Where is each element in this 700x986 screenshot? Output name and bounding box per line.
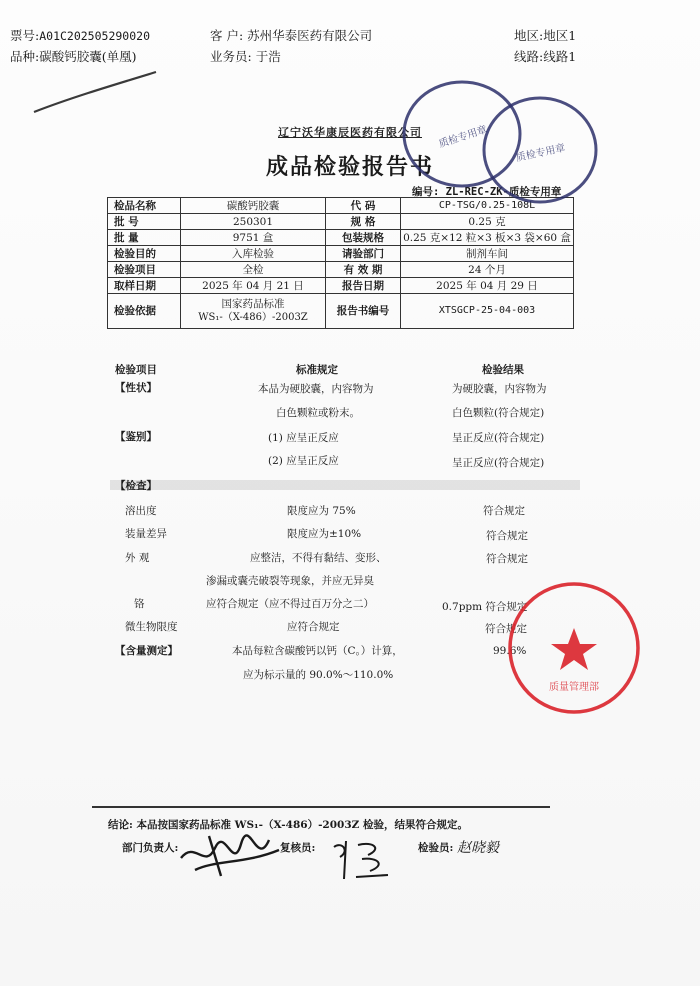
- sample-info-table: [107, 197, 574, 329]
- label-purpose: 检验目的: [108, 246, 181, 262]
- region: 地区:地区1: [514, 28, 577, 43]
- svg-text:质检专用章: 质检专用章: [515, 142, 567, 165]
- dissolution-label: 溶出度: [125, 505, 157, 517]
- dissolution-standard: 限度应为 75%: [287, 505, 356, 517]
- value-test-basis: [181, 294, 326, 329]
- test-basis-line1: 国家药品标准: [221, 298, 285, 310]
- table-row: [108, 246, 574, 262]
- salesman: 业务员: 于浩: [210, 49, 281, 64]
- weight-variation-label: 装量差异: [125, 528, 167, 540]
- section-traits: 【性状】: [115, 382, 157, 394]
- value-sampling-date: 2025 年 04 月 21 日: [181, 278, 326, 294]
- reviewer-label: 复核员:: [280, 842, 316, 854]
- route: 线路:线路1: [514, 49, 577, 64]
- appearance-label: 外 观: [125, 552, 150, 564]
- value-sample-name: 碳酸钙胶囊: [181, 198, 326, 214]
- table-row: [108, 262, 574, 278]
- identification-standard-1: (1) 应呈正反应: [268, 432, 339, 444]
- value-test-items: 全检: [181, 262, 326, 278]
- header-standard: 标准规定: [296, 364, 338, 376]
- label-specification: 规 格: [326, 214, 401, 230]
- dissolution-result: 符合规定: [483, 505, 525, 517]
- table-row: [108, 214, 574, 230]
- label-sampling-date: 取样日期: [108, 278, 181, 294]
- chromium-result: 0.7ppm 符合规定: [442, 601, 528, 613]
- microbial-limit-standard: 应符合规定: [287, 621, 340, 633]
- header-result: 检验结果: [482, 364, 524, 376]
- microbial-limit-label: 微生物限度: [125, 621, 178, 633]
- traits-result-2: 白色颗粒(符合规定): [452, 407, 545, 419]
- conclusion: 结论: 本品按国家药品标准 WS₁-（X-486）-2003Z 检验，结果符合规定。: [108, 819, 468, 831]
- quality-dept-stamp: [502, 578, 648, 720]
- value-requesting-dept: 制剂车间: [401, 246, 574, 262]
- table-row: [108, 278, 574, 294]
- assay-result: 99.6%: [493, 645, 527, 657]
- section-assay: 【含量测定】: [115, 645, 178, 657]
- header-test-item: 检验项目: [115, 364, 157, 376]
- label-code: 代 码: [326, 198, 401, 214]
- assay-standard-1: 本品每粒含碳酸钙以钙（C。）计算，: [232, 645, 403, 657]
- reviewer-signature: [328, 835, 398, 885]
- value-packaging: 0.25 克×12 粒×3 板×3 袋×60 盒: [401, 230, 574, 246]
- identification-result-1: 呈正反应(符合规定): [452, 432, 545, 444]
- label-sample-name: 检品名称: [108, 198, 181, 214]
- section-identification: 【鉴别】: [115, 431, 157, 443]
- svg-text:质检专用章: 质检专用章: [437, 124, 489, 151]
- label-report-date: 报告日期: [326, 278, 401, 294]
- identification-standard-2: (2) 应呈正反应: [268, 455, 339, 467]
- dept-head-signature: [175, 830, 285, 880]
- appearance-result: 符合规定: [486, 553, 528, 565]
- chromium-standard: 应符合规定（应不得过百万分之二）: [206, 598, 374, 610]
- inspector-name: 赵晓毅: [457, 840, 499, 856]
- label-expiry: 有 效 期: [326, 262, 401, 278]
- document-number: 编号: ZL-REC-ZK-质检专用章: [412, 186, 562, 198]
- microbial-limit-result: 符合规定: [485, 623, 527, 635]
- section-checks: 【检查】: [115, 480, 157, 492]
- value-specification: 0.25 克: [401, 214, 574, 230]
- identification-result-2: 呈正反应(符合规定): [452, 457, 545, 469]
- weight-variation-result: 符合规定: [486, 530, 528, 542]
- appearance-standard-1: 应整洁，不得有黏结、变形、: [250, 552, 387, 564]
- inspector-label: 检验员:: [418, 842, 454, 854]
- assay-standard-2: 应为标示量的 90.0%～110.0%: [243, 669, 394, 681]
- value-code: CP-TSG/0.25-108L: [401, 198, 574, 214]
- ticket-number: 票号:A01C202505290020: [10, 28, 150, 43]
- dept-head-label: 部门负责人:: [122, 842, 179, 854]
- product-variety: 品种:碳酸钙胶囊(单凰): [10, 49, 137, 64]
- table-row: [108, 230, 574, 246]
- test-basis-line2: WS₁-（X-486）-2003Z: [198, 312, 308, 323]
- value-report-date: 2025 年 04 月 29 日: [401, 278, 574, 294]
- label-test-items: 检验项目: [108, 262, 181, 278]
- value-batch-size: 9751 盒: [181, 230, 326, 246]
- customer: 客 户: 苏州华泰医药有限公司: [210, 28, 373, 43]
- svg-text:质量管理部: 质量管理部: [549, 682, 599, 693]
- issuing-company: 辽宁沃华康辰医药有限公司: [278, 126, 422, 139]
- conclusion-divider: [92, 806, 550, 808]
- qc-stamp-right: [478, 92, 606, 210]
- value-expiry: 24 个月: [401, 262, 574, 278]
- label-test-basis: 检验依据: [108, 294, 181, 329]
- appearance-standard-2: 渗漏或囊壳破裂等现象，并应无异臭: [206, 575, 374, 587]
- traits-standard-2: 白色颗粒或粉末。: [276, 407, 360, 419]
- scan-artifact: [110, 480, 580, 490]
- label-requesting-dept: 请验部门: [326, 246, 401, 262]
- traits-result-1: 为硬胶囊，内容物为: [452, 383, 547, 395]
- value-report-number: XTSGCP-25-04-003: [401, 294, 574, 329]
- report-title: 成品检验报告书: [265, 155, 434, 180]
- label-report-number: 报告书编号: [326, 294, 401, 329]
- label-batch-number: 批 号: [108, 214, 181, 230]
- label-packaging: 包装规格: [326, 230, 401, 246]
- value-batch-number: 250301: [181, 214, 326, 230]
- traits-standard-1: 本品为硬胶囊，内容物为: [258, 383, 374, 395]
- value-purpose: 入库检验: [181, 246, 326, 262]
- weight-variation-standard: 限度应为±10%: [287, 528, 362, 540]
- chromium-label: 铬: [134, 598, 145, 610]
- table-row: [108, 294, 574, 329]
- pen-stroke-mark: [30, 68, 160, 118]
- label-batch-size: 批 量: [108, 230, 181, 246]
